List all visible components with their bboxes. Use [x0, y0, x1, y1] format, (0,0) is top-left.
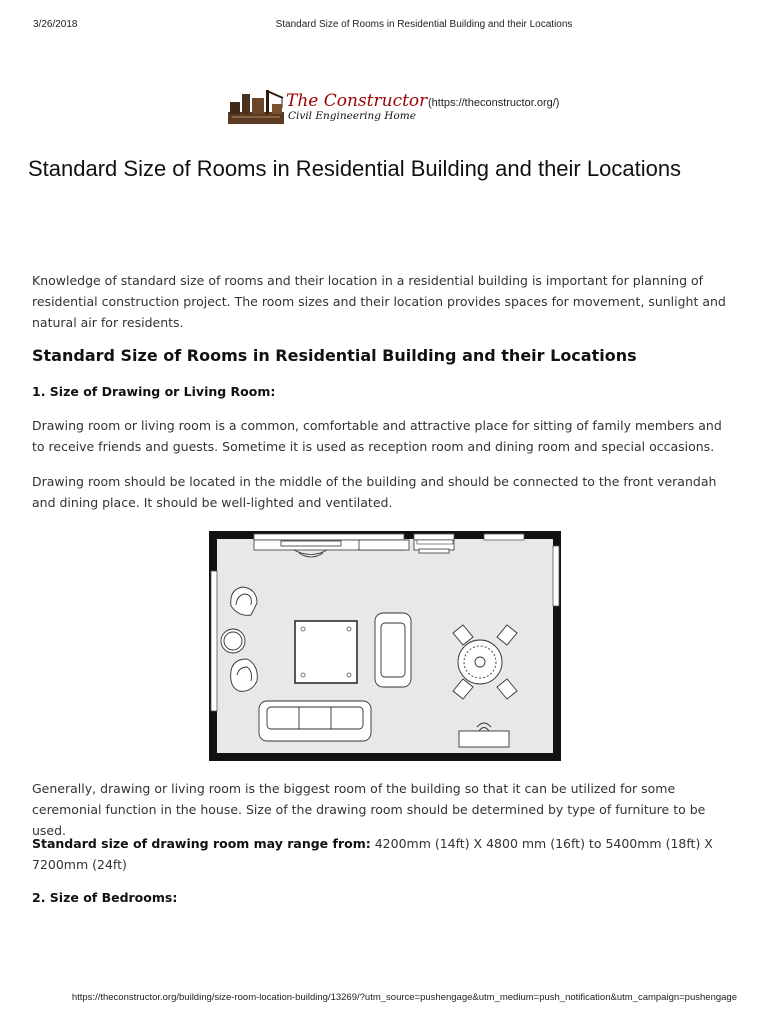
print-header-title: Standard Size of Rooms in Residential Building and their Locations [275, 19, 573, 30]
logo-name: The Constructor [286, 91, 428, 111]
drawing-room-paragraph-2: Drawing room should be located in the middle of the building and should be connected to the front verandah and dining place. It should be well-lighted and ventilated. [32, 474, 717, 510]
living-room-floor-plan [209, 531, 561, 761]
intro-paragraph: Knowledge of standard size of rooms and their location in a residential building is important for planning of residential construction project. The room sizes and their location provides spaces for movement, sunlight and natural air for residents. [32, 273, 726, 330]
drawing-room-size-label: Standard size of drawing room may range from: [32, 836, 371, 851]
page-title: Standard Size of Rooms in Residential Building and their Locations [28, 156, 682, 181]
drawing-room-heading: 1. Size of Drawing or Living Room: [32, 384, 276, 399]
drawing-room-size-value: 4200mm (14ft) X 4800 mm (16ft) to 5400mm (18ft) X 7200mm (24ft) [32, 836, 713, 872]
print-date: 3/26/2018 [33, 19, 78, 30]
site-logo[interactable] [228, 88, 560, 128]
bedrooms-heading: 2. Size of Bedrooms: [32, 890, 178, 905]
construction-logo-icon [228, 88, 284, 124]
logo-tagline: Civil Engineering Home [288, 110, 416, 122]
drawing-room-paragraph-3: Generally, drawing or living room is the biggest room of the building so that it can be utilized for some ceremonial function in the house. Size of the drawing room should be determined by type of furniture to be used. [32, 781, 706, 838]
drawing-room-paragraph-1: Drawing room or living room is a common, comfortable and attractive place for sitting of family members and to receive friends and guests. Sometime it is used as reception room and dining room and special occasions. [32, 418, 722, 454]
print-footer-url: https://theconstructor.org/building/size-room-location-building/13269/?utm_source=pushengage&utm_medium=push_notification&utm_campaign=pushengage [71, 992, 737, 1003]
drawing-room-size [32, 833, 732, 875]
section-heading: Standard Size of Rooms in Residential Building and their Locations [32, 346, 637, 365]
logo-url-link[interactable]: (https://theconstructor.org/) [428, 97, 560, 109]
